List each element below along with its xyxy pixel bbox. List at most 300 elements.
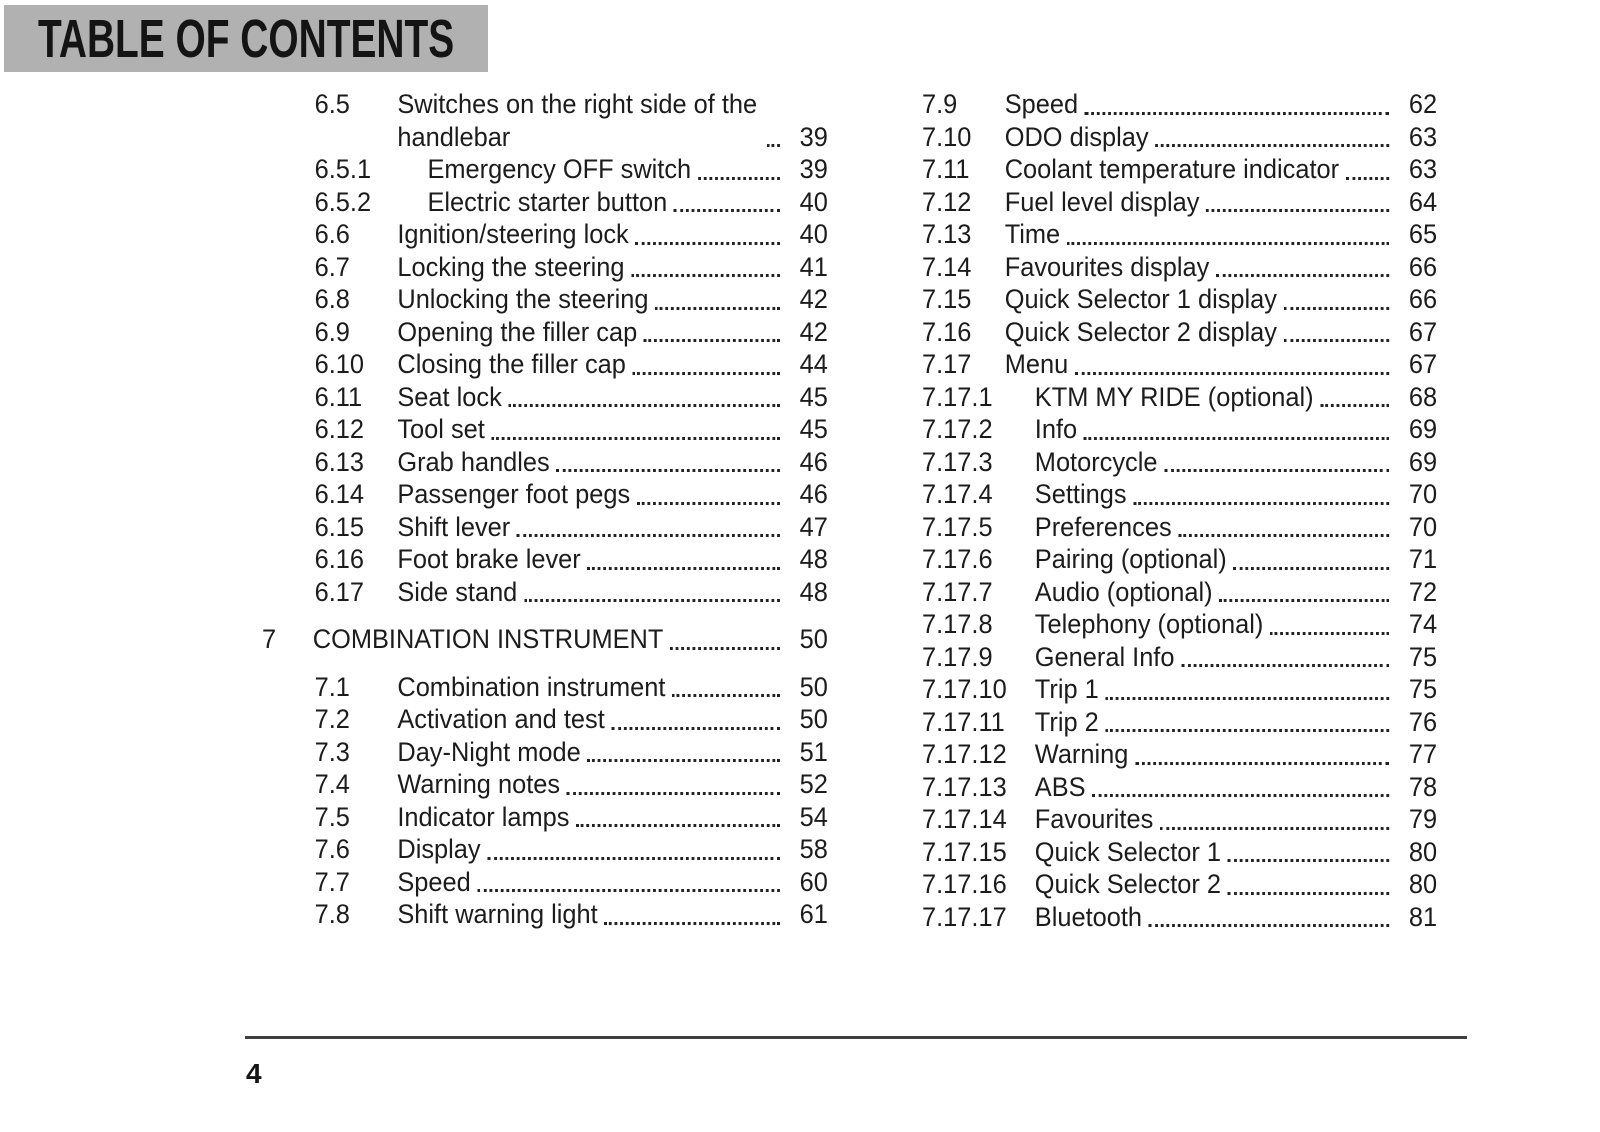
toc-entry-middle: [397, 671, 785, 704]
toc-leader-dots: [587, 567, 780, 570]
footer-divider: [245, 1036, 1467, 1039]
toc-entry: [262, 186, 828, 219]
toc-leader-dots: [524, 599, 780, 602]
toc-entry-page: 75: [1408, 641, 1438, 672]
toc-entry-middle: [1035, 446, 1395, 479]
toc-entry-title: Switches on the right side of the handlebar: [397, 89, 758, 152]
toc-entry: [262, 251, 828, 284]
toc-leader-dots: [1160, 827, 1389, 830]
toc-entry-middle: [397, 218, 785, 251]
toc-entry-title: Tool set: [397, 414, 485, 444]
toc-entry-middle: [1035, 381, 1395, 414]
toc-entry-page: 48: [799, 544, 828, 574]
toc-entry-number: 7.17.12: [922, 739, 1007, 769]
toc-entry-middle: [397, 768, 785, 801]
toc-entry-middle: [397, 703, 785, 736]
toc-entry: [922, 316, 1437, 349]
toc-entry: [922, 608, 1437, 641]
toc-entry-page: 39: [799, 154, 828, 184]
toc-entry-middle: [397, 736, 785, 769]
toc-entry-title: Quick Selector 1 display: [1004, 284, 1277, 314]
toc-entry-number: 7.4: [314, 769, 350, 799]
toc-entry-title: Quick Selector 2: [1034, 869, 1222, 899]
toc-entry-number: 6.17: [314, 576, 365, 607]
toc-entry-middle: [1005, 218, 1395, 251]
toc-entry: [262, 801, 828, 834]
toc-entry: [262, 768, 828, 801]
toc-entry-middle: [1005, 283, 1395, 316]
toc-entry: [922, 186, 1437, 219]
toc-leader-dots: [477, 889, 780, 892]
toc-leader-dots: [491, 437, 780, 440]
toc-entry-middle: [1035, 868, 1395, 901]
toc-entry: [922, 803, 1437, 836]
toc-entry-page: 70: [1408, 479, 1438, 509]
toc-entry: [922, 121, 1437, 154]
toc-entry-title: Display: [397, 834, 481, 864]
toc-entry-middle: [1035, 706, 1395, 739]
toc-entry-page: 68: [1408, 381, 1438, 412]
toc-leader-dots: [611, 727, 780, 730]
toc-entry-number: 7.17.8: [922, 609, 993, 639]
toc-entry-title: Time: [1004, 219, 1061, 249]
toc-entry-page: 42: [799, 284, 828, 314]
toc-leader-dots: [556, 469, 780, 472]
toc-entry: [262, 413, 828, 446]
toc-entry-middle: [397, 478, 785, 511]
toc-entry: [922, 153, 1437, 186]
toc-entry-page: 45: [799, 381, 828, 412]
toc-entry: [262, 703, 828, 736]
toc-entry-page: 81: [1408, 901, 1438, 932]
toc-entry-number: 7.17.3: [922, 446, 993, 477]
toc-entry-number: 6.12: [314, 414, 365, 444]
toc-entry-middle: [397, 413, 785, 446]
toc-column-left: [262, 88, 828, 931]
toc-leader-dots: [674, 209, 780, 212]
toc-entry-page: 46: [799, 479, 828, 509]
toc-entry-title: Seat lock: [397, 381, 502, 412]
toc-entry-page: 54: [799, 801, 828, 832]
toc-entry-middle: [1005, 348, 1395, 381]
toc-leader-dots: [1284, 307, 1390, 310]
toc-entry-number: 7.9: [922, 89, 958, 119]
toc-entry: [922, 836, 1437, 869]
toc-entry-middle: [1005, 153, 1395, 186]
toc-entry-title: Menu: [1004, 349, 1069, 379]
toc-entry: [262, 381, 828, 414]
toc-leader-dots: [637, 502, 780, 505]
toc-entry-number: 7.17.4: [922, 479, 993, 509]
toc-leader-dots: [1270, 632, 1389, 635]
toc-entry-page: 78: [1408, 771, 1438, 802]
toc-entry-middle: [397, 316, 785, 349]
toc-leader-dots: [698, 177, 780, 180]
toc-entry-middle: [1005, 186, 1395, 219]
toc-leader-dots: [1178, 534, 1389, 537]
toc-entry-middle: [397, 381, 785, 414]
toc-entry-page: 50: [799, 624, 828, 654]
toc-entry-title: Coolant temperature indicator: [1004, 154, 1340, 184]
toc-entry-title: Telephony (optional): [1034, 609, 1264, 639]
toc-leader-dots: [1105, 697, 1389, 700]
toc-entry: [922, 251, 1437, 284]
toc-entry-middle: [397, 446, 785, 479]
toc-entry-page: 66: [1408, 284, 1438, 314]
toc-leader-dots: [604, 922, 780, 925]
toc-entry-middle: [1035, 608, 1395, 641]
toc-entry-middle: [1035, 478, 1395, 511]
toc-leader-dots: [508, 404, 780, 407]
toc-entry-number: 7.17.10: [922, 674, 1007, 704]
toc-entry-title: Warning notes: [397, 769, 561, 799]
toc-entry: [922, 348, 1437, 381]
toc-entry-page: 65: [1408, 219, 1438, 249]
toc-entry-page: 63: [1408, 154, 1438, 184]
toc-entry-middle: [397, 348, 785, 381]
toc-entry-middle: [397, 88, 785, 153]
toc-entry-page: 50: [799, 704, 828, 734]
toc-entry-number: 7.13: [922, 219, 972, 249]
toc-entry: [262, 576, 828, 609]
toc-entry-middle: [1035, 673, 1395, 706]
toc-entry: [922, 673, 1437, 706]
toc-entry-page: 80: [1408, 836, 1438, 867]
toc-entry-title: Favourites display: [1004, 251, 1210, 282]
toc-entry-title: Speed: [397, 866, 471, 897]
toc-entry-title: Opening the filler cap: [397, 316, 638, 347]
toc-entry-middle: [427, 186, 785, 219]
toc-entry-number: 7.5: [314, 801, 350, 832]
toc-entry-page: 61: [799, 899, 828, 929]
toc-entry-title: Closing the filler cap: [397, 349, 626, 379]
toc-entry-middle: [1005, 316, 1395, 349]
toc-entry-title: General Info: [1034, 641, 1175, 672]
toc-entry-title: Pairing (optional): [1034, 544, 1227, 574]
toc-entry-middle: [397, 833, 785, 866]
toc-entry-title: Passenger foot pegs: [397, 479, 631, 509]
toc-entry-page: 51: [799, 736, 828, 767]
toc-entry-title: ODO display: [1004, 121, 1149, 152]
toc-entry-page: 80: [1408, 869, 1438, 899]
toc-entry-number: 6.15: [314, 511, 365, 542]
toc-entry-title: Settings: [1034, 479, 1127, 509]
page-header-banner: [4, 5, 488, 72]
toc-entry: [922, 381, 1437, 414]
toc-entry-middle: [1035, 413, 1395, 446]
toc-entry-middle: [397, 251, 785, 284]
toc-entry: [262, 543, 828, 576]
toc-entry: [922, 478, 1437, 511]
toc-entry-title: COMBINATION INSTRUMENT: [312, 624, 664, 654]
toc-entry-title: Electric starter button: [427, 186, 668, 217]
toc-entry-middle: [1035, 576, 1395, 609]
toc-entry-title: Combination instrument: [397, 671, 666, 702]
toc-entry-page: 70: [1408, 511, 1438, 542]
toc-entry-page: 46: [799, 446, 828, 477]
toc-entry-number: 7.8: [314, 899, 350, 929]
toc-leader-dots: [1084, 437, 1389, 440]
toc-entry-title: Favourites: [1034, 804, 1154, 834]
page-title: TABLE OF CONTENTS: [38, 8, 455, 69]
toc-entry-title: KTM MY RIDE (optional): [1034, 381, 1314, 412]
toc-leader-dots: [635, 242, 780, 245]
toc-entry-middle: [427, 153, 785, 186]
toc-entry-title: Preferences: [1034, 511, 1172, 542]
toc-entry-number: 7.17.6: [922, 544, 993, 574]
toc-entry-number: 7.17.14: [922, 804, 1007, 834]
toc-entry-number: 7.17.2: [922, 414, 993, 444]
toc-entry-middle: [1035, 901, 1395, 934]
toc-entry: [262, 623, 828, 656]
toc-entry-number: 7.17.17: [922, 901, 1007, 932]
toc-entry-number: 7.17.1: [922, 381, 993, 412]
toc-entry-number: 7.6: [314, 834, 350, 864]
toc-entry-number: 7: [262, 624, 277, 654]
toc-entry-title: Indicator lamps: [397, 801, 570, 832]
toc-entry-number: 6.11: [314, 381, 363, 412]
toc-entry-title: Fuel level display: [1004, 186, 1200, 217]
toc-entry-number: 7.11: [922, 154, 970, 184]
toc-entry-page: 69: [1408, 446, 1438, 477]
toc-entry-number: 6.6: [314, 219, 350, 249]
toc-leader-dots: [1155, 144, 1389, 147]
toc-leader-dots: [644, 339, 780, 342]
toc-entry-page: 66: [1408, 251, 1438, 282]
toc-entry-number: 6.7: [314, 251, 350, 282]
toc-entry-page: 77: [1408, 739, 1438, 769]
toc-leader-dots: [1067, 242, 1389, 245]
toc-entry: [922, 771, 1437, 804]
toc-leader-dots: [1228, 892, 1390, 895]
toc-entry-title: Emergency OFF switch: [427, 154, 692, 184]
toc-entry-page: 64: [1408, 186, 1438, 217]
toc-entry-page: 45: [799, 414, 828, 444]
toc-entry-middle: [1035, 836, 1395, 869]
toc-entry-middle: [1035, 771, 1395, 804]
toc-entry: [262, 348, 828, 381]
toc-entry-middle: [397, 511, 785, 544]
toc-entry-title: ABS: [1034, 771, 1086, 802]
toc-entry-title: Shift lever: [397, 511, 511, 542]
toc-entry-middle: [1035, 543, 1395, 576]
toc-entry: [922, 511, 1437, 544]
toc-leader-dots: [1206, 209, 1389, 212]
toc-entry-middle: [1005, 251, 1395, 284]
toc-entry: [922, 641, 1437, 674]
toc-entry: [262, 736, 828, 769]
toc-leader-dots: [1346, 177, 1390, 180]
toc-entry-middle: [397, 801, 785, 834]
toc-entry: [922, 218, 1437, 251]
toc-entry: [922, 706, 1437, 739]
footer-page-number: 4: [246, 1058, 262, 1089]
toc-entry-title: Grab handles: [397, 446, 550, 477]
toc-entry: [262, 478, 828, 511]
toc-entry-number: 7.17.9: [922, 641, 993, 672]
toc-leader-dots: [1219, 599, 1389, 602]
toc-entry-page: 52: [799, 769, 828, 799]
toc-entry-number: 7.1: [314, 671, 350, 702]
toc-entry-middle: [1035, 641, 1395, 674]
toc-entry-number: 6.5.1: [314, 154, 372, 184]
toc-entry: [922, 738, 1437, 771]
toc-entry: [262, 446, 828, 479]
toc-entry-number: 6.5.2: [314, 186, 372, 217]
toc-entry: [262, 153, 828, 186]
toc-leader-dots: [1149, 924, 1390, 927]
toc-entry: [262, 898, 828, 931]
toc-entry: [922, 413, 1437, 446]
toc-entry: [262, 283, 828, 316]
toc-entry-middle: [1035, 803, 1395, 836]
toc-entry-title: Shift warning light: [397, 899, 598, 929]
toc-entry-page: 41: [799, 251, 828, 282]
toc-entry-page: 62: [1408, 89, 1438, 119]
toc-entry-title: Day-Night mode: [397, 736, 581, 767]
toc-entry-title: Info: [1034, 414, 1078, 444]
toc-entry-middle: [397, 283, 785, 316]
toc-entry-page: 75: [1408, 674, 1438, 704]
toc-entry-middle: [397, 866, 785, 899]
toc-entry-number: 7.12: [922, 186, 972, 217]
toc-entry: [262, 218, 828, 251]
toc-entry-page: 60: [799, 866, 828, 897]
toc-entry: [922, 283, 1437, 316]
toc-leader-dots: [1105, 729, 1389, 732]
toc-entry: [262, 671, 828, 704]
toc-entry: [262, 833, 828, 866]
toc-entry-number: 7.17.11: [922, 706, 1005, 737]
toc-leader-dots: [655, 307, 780, 310]
toc-entry-middle: [1035, 511, 1395, 544]
toc-entry-number: 6.8: [314, 284, 350, 314]
toc-leader-dots: [517, 534, 780, 537]
toc-leader-dots: [767, 144, 780, 147]
toc-leader-dots: [1216, 274, 1389, 277]
toc-entry-page: 67: [1408, 349, 1438, 379]
toc-entry-middle: [1035, 738, 1395, 771]
toc-entry-number: 7.17: [922, 349, 972, 379]
toc-entry-middle: [397, 898, 785, 931]
toc-entry-page: 74: [1408, 609, 1438, 639]
toc-entry-page: 72: [1408, 576, 1438, 607]
toc-entry-number: 7.17.13: [922, 771, 1007, 802]
toc-entry-number: 7.17.7: [922, 576, 993, 607]
toc-leader-dots: [672, 694, 780, 697]
toc-entry-title: Bluetooth: [1034, 901, 1143, 932]
toc-entry: [262, 511, 828, 544]
toc-entry-title: Foot brake lever: [397, 544, 581, 574]
toc-leader-dots: [631, 274, 780, 277]
toc-entry-title: Speed: [1004, 89, 1079, 119]
toc-entry-page: 79: [1408, 804, 1438, 834]
toc-entry-page: 44: [799, 349, 828, 379]
toc-entry-title: Motorcycle: [1034, 446, 1158, 477]
toc-entry-number: 7.10: [922, 121, 972, 152]
toc-leader-dots: [1233, 567, 1389, 570]
toc-entry: [922, 901, 1437, 934]
toc-entry-number: 7.2: [314, 704, 350, 734]
toc-entry-number: 7.17.15: [922, 836, 1007, 867]
toc-leader-dots: [1320, 404, 1389, 407]
toc-entry-number: 7.3: [314, 736, 350, 767]
toc-entry-page: 42: [799, 316, 828, 347]
toc-leader-dots: [632, 372, 779, 375]
toc-entry-number: 6.14: [314, 479, 365, 509]
toc-entry: [922, 868, 1437, 901]
toc-entry-page: 50: [799, 671, 828, 702]
toc-entry-middle: [1005, 88, 1395, 121]
toc-entry-middle: [313, 623, 786, 656]
toc-leader-dots: [1075, 372, 1389, 375]
toc-entry-title: Trip 2: [1034, 706, 1099, 737]
toc-entry-page: 40: [799, 219, 828, 249]
toc-entry-number: 6.9: [314, 316, 350, 347]
toc-column-right: [922, 88, 1437, 933]
toc-leader-dots: [1133, 502, 1389, 505]
toc-leader-dots: [567, 792, 780, 795]
toc-entry-page: 48: [799, 576, 828, 607]
toc-leader-dots: [1085, 112, 1389, 115]
toc-entry-number: 6.16: [314, 544, 365, 574]
toc-leader-dots: [1284, 339, 1390, 342]
toc-entry-title: Locking the steering: [397, 251, 625, 282]
toc-entry-middle: [1005, 121, 1395, 154]
toc-entry-number: 7.7: [314, 866, 350, 897]
toc-entry: [922, 576, 1437, 609]
toc-entry-title: Quick Selector 1: [1034, 836, 1222, 867]
toc-entry-number: 6.13: [314, 446, 365, 477]
toc-entry-page: 47: [799, 511, 828, 542]
toc-entry-title: Trip 1: [1034, 674, 1099, 704]
toc-entry-middle: [397, 543, 785, 576]
toc-leader-dots: [1181, 664, 1389, 667]
toc-entry-page: 58: [799, 834, 828, 864]
toc-entry-page: 69: [1408, 414, 1438, 444]
toc-entry-title: Unlocking the steering: [397, 284, 649, 314]
toc-entry-page: 71: [1408, 544, 1438, 574]
toc-entry-title: Activation and test: [397, 704, 605, 734]
toc-leader-dots: [1092, 794, 1389, 797]
toc-entry: [262, 866, 828, 899]
toc-leader-dots: [576, 824, 780, 827]
toc-entry: [922, 88, 1437, 121]
toc-entry-title: Warning: [1034, 739, 1129, 769]
toc-entry-number: 7.17.5: [922, 511, 993, 542]
toc-entry-page: 67: [1408, 316, 1438, 347]
toc-entry-title: Quick Selector 2 display: [1004, 316, 1277, 347]
toc-entry-number: 7.16: [922, 316, 972, 347]
toc-entry-middle: [397, 576, 785, 609]
toc-leader-dots: [487, 857, 780, 860]
toc-leader-dots: [670, 647, 780, 650]
toc-entry-title: Ignition/steering lock: [397, 219, 629, 249]
toc-entry-page: 63: [1408, 121, 1438, 152]
toc-entry-number: 7.15: [922, 284, 972, 314]
toc-entry: [922, 543, 1437, 576]
toc-entry-number: 7.14: [922, 251, 972, 282]
toc-leader-dots: [1135, 762, 1389, 765]
toc-entry-page: 76: [1408, 706, 1438, 737]
toc-entry-number: 6.5: [314, 89, 350, 119]
toc-entry: [262, 316, 828, 349]
toc-entry-number: 6.10: [314, 349, 365, 379]
toc-entry: [922, 446, 1437, 479]
toc-entry-title: Side stand: [397, 576, 518, 607]
toc-entry-number: 7.17.16: [922, 869, 1007, 899]
toc-entry-page: 40: [799, 186, 828, 217]
